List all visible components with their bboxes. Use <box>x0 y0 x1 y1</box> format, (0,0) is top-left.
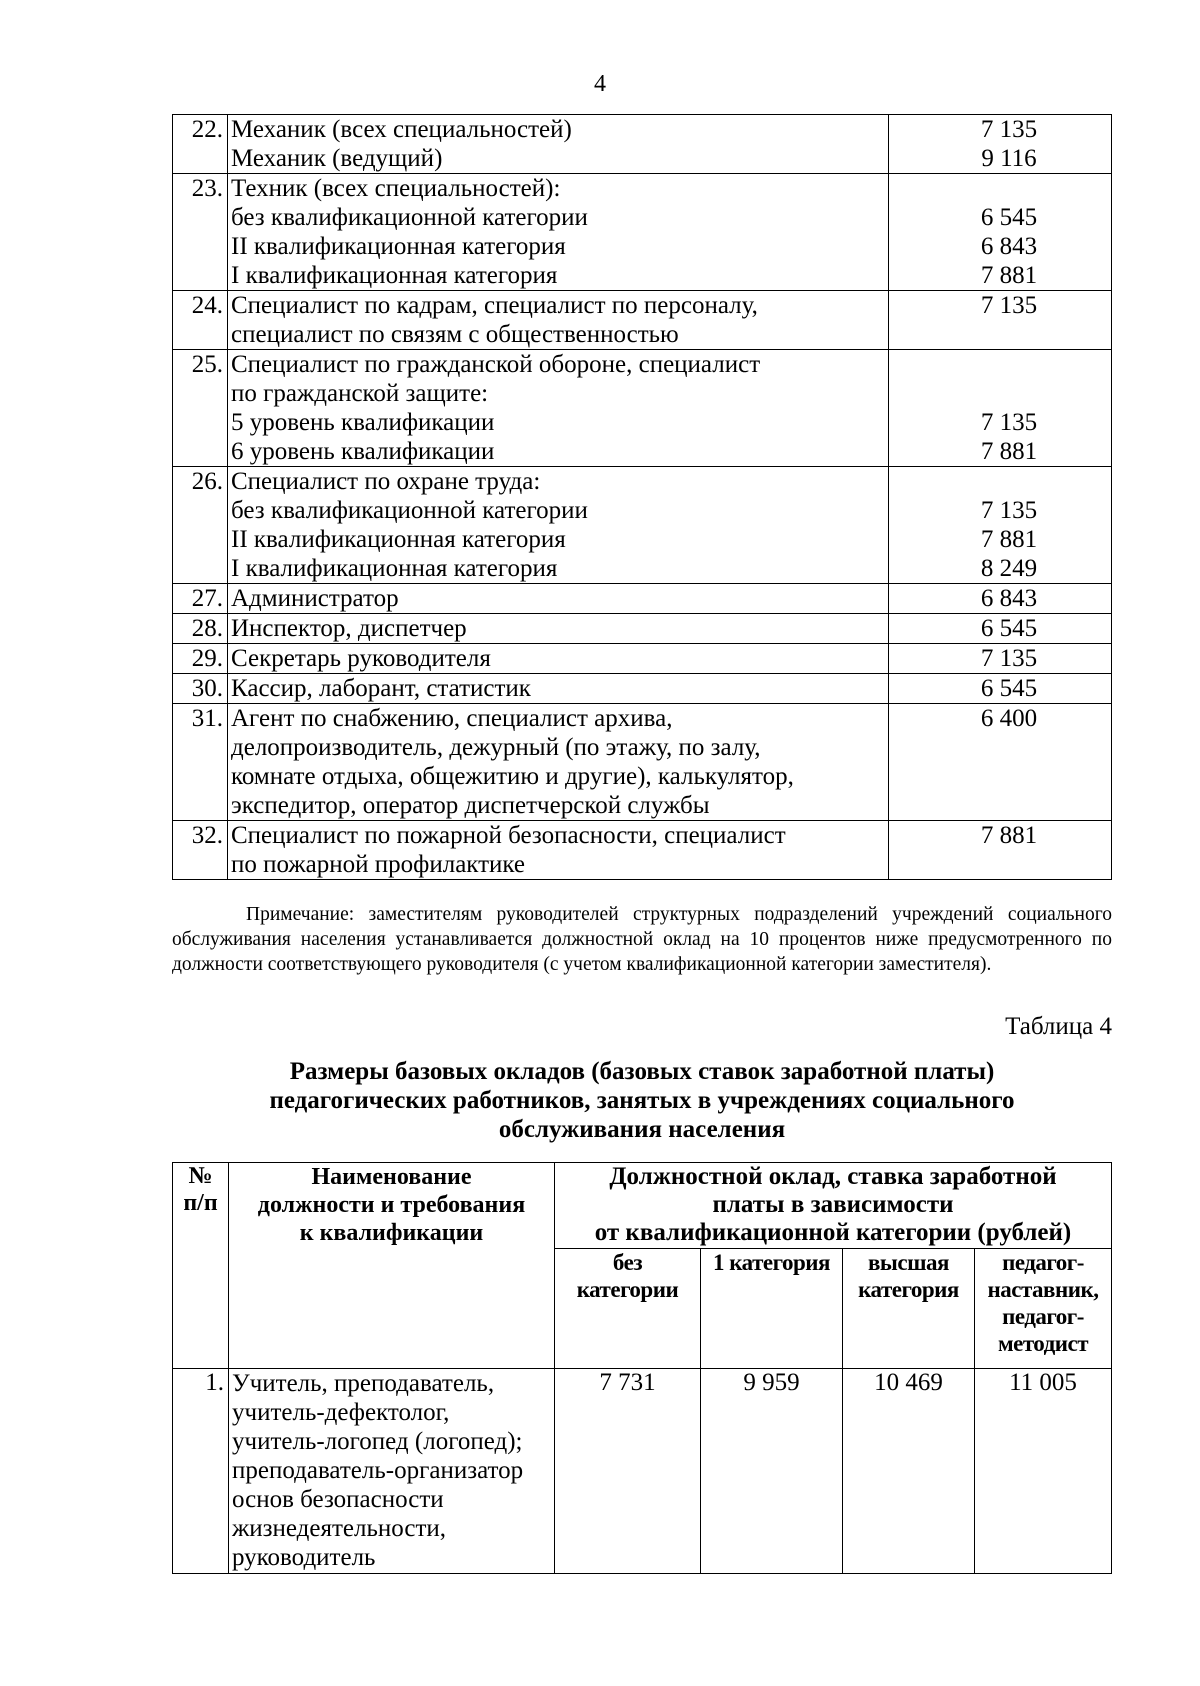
value-mentor-methodist: 11 005 <box>975 1369 1112 1574</box>
salary-value-line <box>889 350 1111 379</box>
row-name-line: Инспектор, диспетчер <box>231 615 467 642</box>
row-salary-value <box>889 350 1112 467</box>
header-name-line: к квалификации <box>299 1220 484 1246</box>
salary-value-line: 7 135 <box>980 116 1038 143</box>
salary-value-line: 7 881 <box>980 262 1038 289</box>
table-row <box>173 674 1112 704</box>
row-name-line: Механик (всех специальностей) <box>231 116 572 143</box>
row-position-name <box>228 704 889 821</box>
row-name-line: по гражданской защите: <box>231 380 489 407</box>
table-row <box>173 704 1112 821</box>
row-name-line: комнате отдыха, общежитию и другие), калькулятор, <box>231 763 794 790</box>
salary-value-line: 9 116 <box>981 145 1037 172</box>
header-mentor-methodist <box>975 1249 1112 1369</box>
row-salary-value <box>889 115 1112 174</box>
salary-value-line: 6 843 <box>980 233 1038 260</box>
row-name-line: Агент по снабжению, специалист архива, <box>231 705 673 732</box>
header-sub-line: 1 категория <box>713 1250 830 1275</box>
row-name-line: экспедитор, оператор диспетчерской службы <box>231 792 710 819</box>
row-name-line: Специалист по пожарной безопасности, специалист <box>231 822 786 849</box>
row-name-line: руководитель <box>232 1544 376 1571</box>
table-row <box>173 467 1112 584</box>
row-name-line: 5 уровень квалификации <box>231 409 495 436</box>
row-name-line: специалист по связям с общественностью <box>231 321 679 348</box>
header-number <box>173 1163 229 1369</box>
table-row <box>173 614 1112 644</box>
row-number: 22. <box>173 115 228 174</box>
row-salary-value <box>889 291 1112 350</box>
table-row <box>173 644 1112 674</box>
row-number: 32. <box>173 821 228 880</box>
row-position-name <box>228 291 889 350</box>
salary-value-line: 7 881 <box>980 526 1038 553</box>
row-name-line: II квалификационная категория <box>231 233 566 260</box>
row-salary-value <box>889 467 1112 584</box>
header-sub-line: категория <box>858 1277 959 1302</box>
header-sub-line: без <box>612 1250 643 1275</box>
header-sub-line: методист <box>997 1331 1089 1356</box>
salary-value-line: 7 881 <box>980 438 1038 465</box>
value-first-category: 9 959 <box>701 1369 843 1574</box>
row-salary-value <box>889 704 1112 821</box>
row-position-name <box>229 1369 555 1574</box>
row-name-line: I квалификационная категория <box>231 555 558 582</box>
value-no-category: 7 731 <box>555 1369 701 1574</box>
row-name-line: 6 уровень квалификации <box>231 438 495 465</box>
row-name-line: учитель-дефектолог, <box>232 1399 450 1426</box>
table-row <box>173 821 1112 880</box>
header-sub-line: педагог- <box>1002 1250 1084 1275</box>
row-name-line: Учитель, преподаватель, <box>232 1370 495 1397</box>
row-name-line: делопроизводитель, дежурный (по этажу, по залу, <box>231 734 761 761</box>
salary-value-line: 7 881 <box>980 822 1038 849</box>
header-sub-line: наставник, <box>987 1277 1099 1302</box>
row-name-line: Администратор <box>231 585 399 612</box>
salary-value-line: 6 400 <box>980 705 1038 732</box>
header-sub-line: категории <box>576 1277 679 1302</box>
row-name-line: Специалист по гражданской обороне, специалист <box>231 351 761 378</box>
table-row <box>173 174 1112 291</box>
row-name-line: основ безопасности <box>232 1486 444 1513</box>
header-salary-group <box>555 1163 1112 1249</box>
row-number: 30. <box>173 674 228 704</box>
row-position-name <box>228 174 889 291</box>
header-group-line: от квалификационной категории (рублей) <box>594 1219 1072 1246</box>
row-position-name <box>228 467 889 584</box>
salary-table-continuation <box>172 114 1112 880</box>
row-name-line: Техник (всех специальностей): <box>231 175 561 202</box>
value-highest-category: 10 469 <box>843 1369 975 1574</box>
row-position-name <box>228 821 889 880</box>
table-note: Примечание: заместителям руководителей структурных подразделений учреждений социального обслуживания населения устанавливается должностной оклад на 10 процентов ниже предусмотренного по должности соответствующего руководителя (с учетом квалификационной категории заместителя). <box>172 904 1112 975</box>
table-label: Таблица 4 <box>1005 1013 1112 1040</box>
header-number-line: № <box>188 1163 213 1189</box>
header-number-line: п/п <box>183 1190 218 1216</box>
salary-value-line: 6 545 <box>980 615 1038 642</box>
salary-value-line: 7 135 <box>980 292 1038 319</box>
header-name-line: Наименование <box>311 1164 472 1190</box>
row-name-line: Специалист по кадрам, специалист по персоналу, <box>231 292 758 319</box>
table-row <box>173 115 1112 174</box>
row-number: 1. <box>173 1369 229 1574</box>
row-salary-value <box>889 174 1112 291</box>
table-row <box>173 584 1112 614</box>
header-highest-category <box>843 1249 975 1369</box>
row-number: 24. <box>173 291 228 350</box>
row-number: 26. <box>173 467 228 584</box>
salary-value-line: 6 843 <box>980 585 1038 612</box>
salary-value-line: 8 249 <box>980 555 1038 582</box>
table-title <box>172 1057 1112 1144</box>
row-name-line: I квалификационная категория <box>231 262 558 289</box>
row-name-line: учитель-логопед (логопед); <box>232 1428 523 1455</box>
header-sub-line: высшая <box>868 1250 949 1275</box>
header-position-name <box>229 1163 555 1369</box>
row-position-name <box>228 584 889 614</box>
salary-value-line: 6 545 <box>980 675 1038 702</box>
header-first-category <box>701 1249 843 1369</box>
row-name-line: Специалист по охране труда: <box>231 468 541 495</box>
salary-value-line: 7 135 <box>980 497 1038 524</box>
table-title-line: обслуживания населения <box>498 1116 786 1143</box>
header-no-category <box>555 1249 701 1369</box>
row-salary-value <box>889 614 1112 644</box>
row-number: 28. <box>173 614 228 644</box>
salary-value-line: 7 135 <box>980 409 1038 436</box>
row-salary-value <box>889 644 1112 674</box>
page-number: 4 <box>594 71 606 97</box>
row-name-line: без квалификационной категории <box>231 497 588 524</box>
row-salary-value <box>889 584 1112 614</box>
row-name-line: Секретарь руководителя <box>231 645 491 672</box>
header-name-line: должности и требования <box>257 1192 526 1218</box>
row-position-name <box>228 644 889 674</box>
salary-value-line <box>889 467 1111 496</box>
row-number: 27. <box>173 584 228 614</box>
header-sub-line: педагог- <box>1002 1304 1084 1329</box>
row-position-name <box>228 350 889 467</box>
table-title-line: Размеры базовых окладов (базовых ставок заработной платы) <box>289 1058 995 1085</box>
row-number: 29. <box>173 644 228 674</box>
header-group-line: платы в зависимости <box>712 1191 954 1218</box>
row-position-name <box>228 614 889 644</box>
row-name-line: Кассир, лаборант, статистик <box>231 675 531 702</box>
salary-value-line: 7 135 <box>980 645 1038 672</box>
row-salary-value <box>889 821 1112 880</box>
row-salary-value <box>889 674 1112 704</box>
table-row <box>173 291 1112 350</box>
row-name-line: Механик (ведущий) <box>231 145 443 172</box>
salary-value-line <box>889 174 1111 203</box>
table-row <box>173 1369 1112 1574</box>
pedagogical-salary-table <box>172 1162 1112 1574</box>
row-number: 23. <box>173 174 228 291</box>
row-name-line: преподаватель-организатор <box>232 1457 524 1484</box>
row-position-name <box>228 674 889 704</box>
row-name-line: без квалификационной категории <box>231 204 588 231</box>
row-name-line: жизнедеятельности, <box>232 1515 447 1542</box>
row-name-line: по пожарной профилактике <box>231 851 526 878</box>
row-name-line: II квалификационная категория <box>231 526 566 553</box>
row-number: 31. <box>173 704 228 821</box>
salary-value-line: 6 545 <box>980 204 1038 231</box>
salary-value-line <box>889 379 1111 408</box>
row-number: 25. <box>173 350 228 467</box>
table-title-line: педагогических работников, занятых в учреждениях социального <box>269 1087 1015 1114</box>
header-group-line: Должностной оклад, ставка заработной <box>609 1163 1057 1190</box>
row-position-name <box>228 115 889 174</box>
table-row <box>173 350 1112 467</box>
